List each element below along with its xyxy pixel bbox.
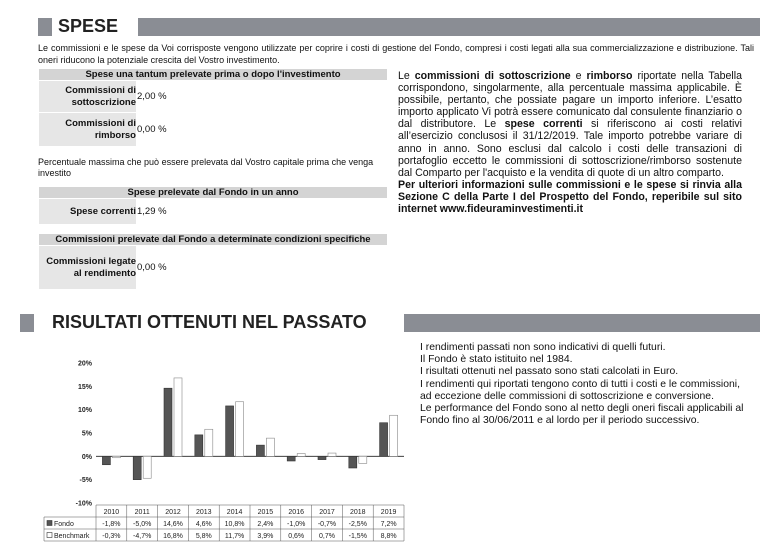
- data-label: 7,2%: [380, 521, 397, 528]
- x-tick-label: 2017: [319, 509, 335, 516]
- table-header: Commissioni prelevate dal Fondo a determinate condizioni specifiche: [39, 234, 388, 246]
- bar-benchmark: [236, 402, 244, 457]
- text-run-bold: commissioni di sottoscrizione: [414, 70, 571, 82]
- section-square: [38, 18, 52, 36]
- data-label: 11,7%: [224, 533, 245, 540]
- bar-fondo: [349, 456, 357, 468]
- performance-notes: [420, 342, 750, 427]
- table-header: Spese una tantum prelevate prima o dopo l'investimento: [39, 69, 388, 81]
- fee-note: Percentuale massima che può essere prelevata dal Vostro capitale prima che venga investito: [38, 157, 374, 178]
- text-run-bold: rimborso: [586, 70, 633, 82]
- bar-benchmark: [359, 456, 367, 463]
- bar-fondo: [226, 406, 234, 456]
- text-run: riportate nella Tabella corrispondono, singolarmente, alla percentuale massima applicabile. È possibile, pertanto, che possiate pagare un importo inferiore. L’esatto importo applicato Vi potrà essere comunicato dal consulente finanziario o dal distributore. Le: [398, 70, 743, 131]
- legend-label: Fondo: [54, 521, 74, 528]
- x-tick-label: 2014: [226, 509, 243, 516]
- fee-label: Commissioni legate al rendimento: [39, 246, 137, 290]
- legend-label: Benchmark: [54, 533, 90, 540]
- section-bar: [404, 314, 760, 332]
- y-tick-label: 15%: [77, 383, 92, 391]
- section-square: [20, 314, 34, 332]
- bar-benchmark: [297, 454, 305, 457]
- performance-line: Il Fondo è stato istituito nel 1984.: [420, 354, 573, 366]
- bar-benchmark: [112, 456, 120, 457]
- bar-benchmark: [174, 378, 182, 456]
- data-label: 0,6%: [288, 533, 305, 540]
- text-run-bold: spese correnti: [504, 118, 583, 131]
- text-run: e: [570, 70, 587, 82]
- fees-explanation: [398, 70, 742, 215]
- legend-swatch: [47, 521, 52, 526]
- fee-value: 0,00 %: [137, 113, 388, 147]
- fee-value: 1,29 %: [137, 199, 388, 225]
- data-label: 4,6%: [195, 521, 212, 528]
- data-label: -1,8%: [102, 521, 121, 528]
- bar-fondo: [256, 445, 264, 456]
- bar-benchmark: [328, 453, 336, 456]
- data-label: 5,8%: [195, 533, 212, 540]
- bar-fondo: [287, 456, 295, 461]
- one-off-fees-table: [38, 68, 388, 147]
- bar-fondo: [195, 435, 203, 456]
- x-tick-label: 2019: [380, 509, 397, 516]
- risultati-header: [20, 314, 760, 336]
- y-tick-label: -5%: [79, 477, 92, 485]
- text-run: Le: [398, 70, 415, 82]
- y-tick-label: -10%: [75, 500, 92, 508]
- data-label: 10,8%: [224, 521, 245, 528]
- data-label: 3,9%: [257, 533, 274, 540]
- annual-fees-table: [38, 186, 388, 225]
- performance-line: I rendimenti qui riportati tengono conto di tutti i costi e le commissioni, ad eccezione delle commissioni di sottoscrizione e conversione.: [420, 378, 740, 402]
- bar-benchmark: [390, 415, 398, 456]
- data-label: -5,0%: [133, 521, 152, 528]
- prospectus-reference: Per ulteriori informazioni sulle commissioni e le spese si rinvia alla Sezione C della Parte I del Prospetto del Fondo, reperibile sul sito internet www.fideuraminvestimenti.it: [398, 178, 742, 216]
- table-header: Spese prelevate dal Fondo in un anno: [39, 187, 388, 199]
- bar-benchmark: [143, 456, 151, 478]
- data-label: -0,3%: [102, 533, 121, 540]
- bar-benchmark: [266, 438, 274, 456]
- performance-line: I risultati ottenuti nel passato sono stati calcolati in Euro.: [420, 366, 679, 378]
- data-label: 2,4%: [257, 521, 274, 528]
- fees-explanation-paragraph: [398, 70, 742, 179]
- y-tick-label: 0%: [81, 453, 92, 461]
- x-tick-label: 2018: [350, 509, 366, 516]
- bar-fondo: [133, 456, 141, 479]
- spese-intro: Le commissioni e le spese da Voi corrisposte vengono utilizzate per coprire i costi di gestione del Fondo, compresi i costi legati alla sua commercializzazione e distribuzione. Tali oneri riducono la potenziale crescita del Vostro investimento.: [38, 43, 754, 65]
- section-bar: [138, 18, 760, 36]
- bar-fondo: [102, 456, 110, 464]
- data-label: 8,8%: [380, 533, 397, 540]
- bar-fondo: [380, 423, 388, 457]
- x-tick-label: 2012: [165, 509, 181, 516]
- specific-fees-table: [38, 233, 388, 290]
- y-tick-label: 10%: [77, 407, 92, 415]
- data-label: -1,0%: [287, 521, 306, 528]
- fee-label: Commissioni di sottoscrizione: [39, 81, 137, 113]
- legend-swatch: [47, 533, 52, 538]
- data-label: -4,7%: [133, 533, 152, 540]
- spese-header: [38, 18, 760, 40]
- bar-benchmark: [205, 429, 213, 456]
- y-tick-label: 5%: [81, 430, 92, 438]
- fee-value: 2,00 %: [137, 81, 388, 113]
- bar-fondo: [318, 456, 326, 459]
- fee-value: 0,00 %: [137, 246, 388, 290]
- data-label: -0,7%: [317, 521, 337, 528]
- data-label: 0,7%: [319, 533, 335, 540]
- text-run: si riferiscono ai costi relativi all’esercizio conclusosi il 31/12/2019. Tale importo potrebbe variare di anno in anno. Sono esclusi dal calcolo i costi delle transazioni di portafoglio eccetto le commissioni di sottoscrizione/rimborso sostenute dal Comparto per l'acquisto e la vendita di quote di un altro comparto.: [398, 118, 742, 179]
- data-label: 14,6%: [163, 521, 183, 528]
- section-title-risultati: RISULTATI OTTENUTI NEL PASSATO: [52, 312, 367, 332]
- x-tick-label: 2011: [134, 509, 150, 516]
- x-tick-label: 2015: [257, 509, 274, 516]
- data-label: 16,8%: [163, 533, 183, 540]
- bar-fondo: [164, 388, 172, 456]
- y-tick-label: 20%: [77, 360, 92, 368]
- fee-label: Commissioni di rimborso: [39, 113, 137, 147]
- data-label: -2,5%: [348, 521, 367, 528]
- x-tick-label: 2010: [103, 509, 120, 516]
- data-label: -1,5%: [348, 533, 367, 540]
- x-tick-label: 2013: [196, 509, 212, 516]
- performance-chart: [38, 355, 408, 547]
- performance-line: I rendimenti passati non sono indicativi di quelli futuri.: [420, 342, 666, 353]
- section-title-spese: SPESE: [58, 16, 119, 36]
- fee-label: Spese correnti: [39, 199, 137, 225]
- x-tick-label: 2016: [288, 509, 304, 516]
- performance-line: Le performance del Fondo sono al netto degli oneri fiscali applicabili al Fondo fino al 30/06/2011 e al lordo per il periodo successivo.: [420, 403, 744, 427]
